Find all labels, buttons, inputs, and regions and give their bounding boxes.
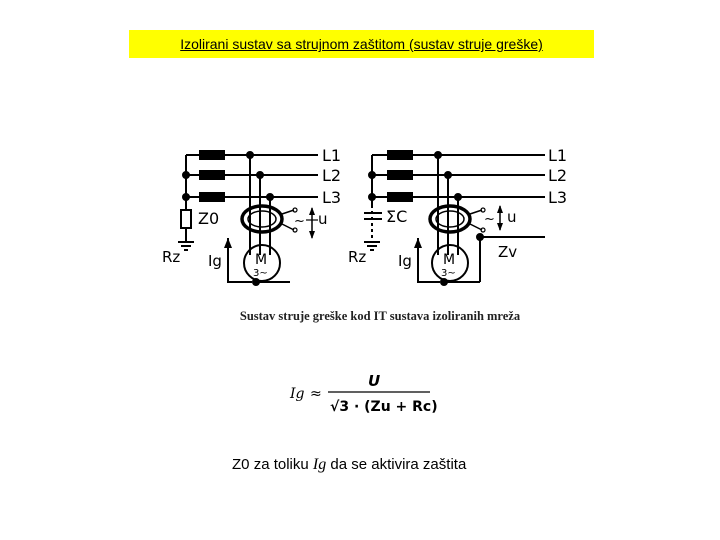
right-winding-l1 bbox=[388, 151, 412, 159]
right-label-ig: Ig bbox=[398, 252, 412, 270]
left-node bbox=[183, 172, 189, 178]
right-label-sum-c: ΣC bbox=[386, 207, 408, 226]
right-label-l3: L3 bbox=[548, 188, 568, 207]
formula-lhs: Ig bbox=[290, 386, 305, 402]
right-label-l2: L2 bbox=[548, 166, 568, 185]
left-label-l3: L3 bbox=[322, 188, 342, 207]
formula-approx: ≈ bbox=[310, 386, 322, 402]
left-node bbox=[183, 194, 189, 200]
right-motor-label: M bbox=[443, 252, 456, 268]
note-z0: Z0 bbox=[232, 456, 250, 473]
left-label-z0: Z0 bbox=[198, 209, 220, 228]
left-label-rz: Rz bbox=[162, 248, 181, 266]
right-label-rz: Rz bbox=[348, 248, 367, 266]
left-winding-l1 bbox=[200, 151, 224, 159]
right-source-symbol: ~ bbox=[484, 212, 495, 227]
note-text-2: da se aktivira zaštita bbox=[330, 456, 467, 473]
right-label-u: u bbox=[507, 208, 517, 226]
fault-current-formula bbox=[289, 372, 438, 415]
page-title: Izolirani sustav sa strujnom zaštitom (sustav struje greške) bbox=[180, 36, 543, 52]
left-winding-l3 bbox=[200, 193, 224, 201]
left-label-u: u bbox=[318, 210, 328, 228]
formula-denominator: √3 · (Zu + Rc) bbox=[330, 399, 438, 415]
left-label-l2: L2 bbox=[322, 166, 342, 185]
diagram-caption: Sustav struje greške kod IT sustava izoliranih mreža bbox=[239, 309, 521, 323]
note-text-1: za toliku bbox=[253, 456, 309, 473]
note-ig: Ig bbox=[312, 456, 327, 473]
left-label-l1: L1 bbox=[322, 146, 342, 165]
left-z0-resistor bbox=[181, 210, 191, 228]
left-winding-l2 bbox=[200, 171, 224, 179]
right-winding-l2 bbox=[388, 171, 412, 179]
right-winding-l3 bbox=[388, 193, 412, 201]
bottom-note bbox=[232, 456, 466, 474]
left-label-ig: Ig bbox=[208, 252, 222, 270]
right-motor-sub: 3~ bbox=[441, 268, 456, 279]
left-motor-label: M bbox=[255, 252, 268, 268]
right-label-l1: L1 bbox=[548, 146, 568, 165]
formula-numerator: U bbox=[368, 372, 381, 390]
left-source-symbol: ~ bbox=[294, 214, 305, 229]
right-label-zv: Zv bbox=[498, 243, 518, 261]
left-motor-sub: 3~ bbox=[253, 268, 268, 279]
